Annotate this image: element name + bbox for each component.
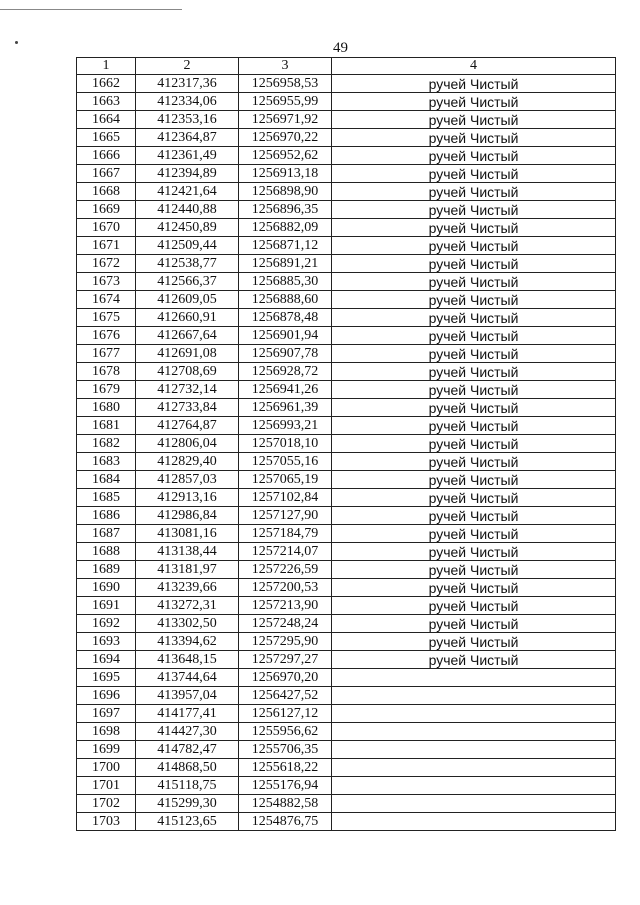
object-name-cell: ручей Чистый bbox=[332, 165, 616, 183]
table-row bbox=[77, 309, 616, 327]
object-name-cell: ручей Чистый bbox=[332, 561, 616, 579]
y-coordinate-cell: 1256958,53 bbox=[239, 75, 332, 93]
y-coordinate-cell: 1255706,35 bbox=[239, 741, 332, 759]
x-coordinate-cell: 414427,30 bbox=[136, 723, 239, 741]
object-name-cell bbox=[332, 723, 616, 741]
y-coordinate-cell: 1254876,75 bbox=[239, 813, 332, 831]
y-coordinate-cell: 1257295,90 bbox=[239, 633, 332, 651]
point-number-cell: 1687 bbox=[77, 525, 136, 543]
table-row bbox=[77, 147, 616, 165]
y-coordinate-cell: 1256993,21 bbox=[239, 417, 332, 435]
y-coordinate-cell: 1256896,35 bbox=[239, 201, 332, 219]
table-row bbox=[77, 615, 616, 633]
table-row bbox=[77, 219, 616, 237]
y-coordinate-cell: 1256907,78 bbox=[239, 345, 332, 363]
header-col-1: 1 bbox=[77, 58, 136, 75]
x-coordinate-cell: 412394,89 bbox=[136, 165, 239, 183]
x-coordinate-cell: 412667,64 bbox=[136, 327, 239, 345]
x-coordinate-cell: 412509,44 bbox=[136, 237, 239, 255]
table-row bbox=[77, 705, 616, 723]
y-coordinate-cell: 1256127,12 bbox=[239, 705, 332, 723]
object-name-cell: ручей Чистый bbox=[332, 651, 616, 669]
x-coordinate-cell: 413138,44 bbox=[136, 543, 239, 561]
point-number-cell: 1666 bbox=[77, 147, 136, 165]
y-coordinate-cell: 1256888,60 bbox=[239, 291, 332, 309]
object-name-cell: ручей Чистый bbox=[332, 417, 616, 435]
x-coordinate-cell: 415118,75 bbox=[136, 777, 239, 795]
y-coordinate-cell: 1257102,84 bbox=[239, 489, 332, 507]
point-number-cell: 1665 bbox=[77, 129, 136, 147]
x-coordinate-cell: 413648,15 bbox=[136, 651, 239, 669]
y-coordinate-cell: 1256970,20 bbox=[239, 669, 332, 687]
point-number-cell: 1682 bbox=[77, 435, 136, 453]
y-coordinate-cell: 1256427,52 bbox=[239, 687, 332, 705]
x-coordinate-cell: 412609,05 bbox=[136, 291, 239, 309]
table-row bbox=[77, 255, 616, 273]
point-number-cell: 1674 bbox=[77, 291, 136, 309]
y-coordinate-cell: 1256882,09 bbox=[239, 219, 332, 237]
scan-edge-line bbox=[0, 9, 182, 10]
point-number-cell: 1664 bbox=[77, 111, 136, 129]
header-col-4: 4 bbox=[332, 58, 616, 75]
object-name-cell bbox=[332, 795, 616, 813]
object-name-cell: ручей Чистый bbox=[332, 93, 616, 111]
y-coordinate-cell: 1257297,27 bbox=[239, 651, 332, 669]
y-coordinate-cell: 1257200,53 bbox=[239, 579, 332, 597]
x-coordinate-cell: 413239,66 bbox=[136, 579, 239, 597]
x-coordinate-cell: 412440,88 bbox=[136, 201, 239, 219]
x-coordinate-cell: 412732,14 bbox=[136, 381, 239, 399]
point-number-cell: 1667 bbox=[77, 165, 136, 183]
table-row bbox=[77, 435, 616, 453]
point-number-cell: 1697 bbox=[77, 705, 136, 723]
table-row bbox=[77, 687, 616, 705]
object-name-cell bbox=[332, 741, 616, 759]
point-number-cell: 1701 bbox=[77, 777, 136, 795]
object-name-cell: ручей Чистый bbox=[332, 471, 616, 489]
x-coordinate-cell: 414177,41 bbox=[136, 705, 239, 723]
table-row bbox=[77, 417, 616, 435]
table-row bbox=[77, 561, 616, 579]
point-number-cell: 1670 bbox=[77, 219, 136, 237]
table-header-row bbox=[77, 58, 616, 75]
object-name-cell: ручей Чистый bbox=[332, 363, 616, 381]
point-number-cell: 1703 bbox=[77, 813, 136, 831]
point-number-cell: 1685 bbox=[77, 489, 136, 507]
table-row bbox=[77, 363, 616, 381]
point-number-cell: 1689 bbox=[77, 561, 136, 579]
object-name-cell: ручей Чистый bbox=[332, 183, 616, 201]
x-coordinate-cell: 413394,62 bbox=[136, 633, 239, 651]
y-coordinate-cell: 1257018,10 bbox=[239, 435, 332, 453]
point-number-cell: 1692 bbox=[77, 615, 136, 633]
object-name-cell: ручей Чистый bbox=[332, 579, 616, 597]
table-row bbox=[77, 129, 616, 147]
x-coordinate-cell: 414868,50 bbox=[136, 759, 239, 777]
object-name-cell: ручей Чистый bbox=[332, 435, 616, 453]
point-number-cell: 1694 bbox=[77, 651, 136, 669]
x-coordinate-cell: 412538,77 bbox=[136, 255, 239, 273]
table-row bbox=[77, 579, 616, 597]
point-number-cell: 1699 bbox=[77, 741, 136, 759]
coordinates-table bbox=[76, 57, 616, 831]
table-row bbox=[77, 651, 616, 669]
y-coordinate-cell: 1257226,59 bbox=[239, 561, 332, 579]
table-row bbox=[77, 291, 616, 309]
y-coordinate-cell: 1257127,90 bbox=[239, 507, 332, 525]
y-coordinate-cell: 1256970,22 bbox=[239, 129, 332, 147]
x-coordinate-cell: 412829,40 bbox=[136, 453, 239, 471]
object-name-cell: ручей Чистый bbox=[332, 273, 616, 291]
object-name-cell bbox=[332, 777, 616, 795]
x-coordinate-cell: 412913,16 bbox=[136, 489, 239, 507]
object-name-cell: ручей Чистый bbox=[332, 615, 616, 633]
point-number-cell: 1673 bbox=[77, 273, 136, 291]
point-number-cell: 1676 bbox=[77, 327, 136, 345]
x-coordinate-cell: 413181,97 bbox=[136, 561, 239, 579]
y-coordinate-cell: 1256898,90 bbox=[239, 183, 332, 201]
x-coordinate-cell: 413957,04 bbox=[136, 687, 239, 705]
table-row bbox=[77, 543, 616, 561]
object-name-cell: ручей Чистый bbox=[332, 291, 616, 309]
object-name-cell bbox=[332, 759, 616, 777]
y-coordinate-cell: 1256913,18 bbox=[239, 165, 332, 183]
header-col-2: 2 bbox=[136, 58, 239, 75]
x-coordinate-cell: 413081,16 bbox=[136, 525, 239, 543]
table-row bbox=[77, 507, 616, 525]
object-name-cell: ручей Чистый bbox=[332, 327, 616, 345]
x-coordinate-cell: 412660,91 bbox=[136, 309, 239, 327]
y-coordinate-cell: 1257213,90 bbox=[239, 597, 332, 615]
table-row bbox=[77, 597, 616, 615]
table-row bbox=[77, 237, 616, 255]
point-number-cell: 1686 bbox=[77, 507, 136, 525]
object-name-cell: ручей Чистый bbox=[332, 309, 616, 327]
object-name-cell: ручей Чистый bbox=[332, 507, 616, 525]
point-number-cell: 1693 bbox=[77, 633, 136, 651]
y-coordinate-cell: 1256891,21 bbox=[239, 255, 332, 273]
table-row bbox=[77, 183, 616, 201]
y-coordinate-cell: 1257214,07 bbox=[239, 543, 332, 561]
y-coordinate-cell: 1256971,92 bbox=[239, 111, 332, 129]
point-number-cell: 1700 bbox=[77, 759, 136, 777]
x-coordinate-cell: 412806,04 bbox=[136, 435, 239, 453]
table-row bbox=[77, 525, 616, 543]
scan-speck bbox=[15, 41, 18, 44]
x-coordinate-cell: 415123,65 bbox=[136, 813, 239, 831]
point-number-cell: 1662 bbox=[77, 75, 136, 93]
point-number-cell: 1702 bbox=[77, 795, 136, 813]
object-name-cell: ручей Чистый bbox=[332, 201, 616, 219]
table-row bbox=[77, 489, 616, 507]
y-coordinate-cell: 1257055,16 bbox=[239, 453, 332, 471]
table-row bbox=[77, 201, 616, 219]
x-coordinate-cell: 412764,87 bbox=[136, 417, 239, 435]
page-number: 49 bbox=[333, 40, 348, 56]
y-coordinate-cell: 1254882,58 bbox=[239, 795, 332, 813]
object-name-cell: ручей Чистый bbox=[332, 111, 616, 129]
y-coordinate-cell: 1255956,62 bbox=[239, 723, 332, 741]
object-name-cell: ручей Чистый bbox=[332, 381, 616, 399]
table-row bbox=[77, 795, 616, 813]
point-number-cell: 1690 bbox=[77, 579, 136, 597]
x-coordinate-cell: 412691,08 bbox=[136, 345, 239, 363]
x-coordinate-cell: 412986,84 bbox=[136, 507, 239, 525]
x-coordinate-cell: 412708,69 bbox=[136, 363, 239, 381]
x-coordinate-cell: 412364,87 bbox=[136, 129, 239, 147]
object-name-cell: ручей Чистый bbox=[332, 633, 616, 651]
object-name-cell: ручей Чистый bbox=[332, 489, 616, 507]
table-row bbox=[77, 327, 616, 345]
object-name-cell: ручей Чистый bbox=[332, 147, 616, 165]
object-name-cell: ручей Чистый bbox=[332, 399, 616, 417]
object-name-cell bbox=[332, 687, 616, 705]
x-coordinate-cell: 413744,64 bbox=[136, 669, 239, 687]
x-coordinate-cell: 413302,50 bbox=[136, 615, 239, 633]
point-number-cell: 1688 bbox=[77, 543, 136, 561]
table-row bbox=[77, 93, 616, 111]
table-row bbox=[77, 741, 616, 759]
table-row bbox=[77, 111, 616, 129]
table-body bbox=[77, 75, 616, 831]
x-coordinate-cell: 412733,84 bbox=[136, 399, 239, 417]
y-coordinate-cell: 1257065,19 bbox=[239, 471, 332, 489]
table-row bbox=[77, 273, 616, 291]
point-number-cell: 1681 bbox=[77, 417, 136, 435]
point-number-cell: 1696 bbox=[77, 687, 136, 705]
point-number-cell: 1680 bbox=[77, 399, 136, 417]
x-coordinate-cell: 414782,47 bbox=[136, 741, 239, 759]
table-row bbox=[77, 471, 616, 489]
x-coordinate-cell: 412857,03 bbox=[136, 471, 239, 489]
table-row bbox=[77, 813, 616, 831]
table-row bbox=[77, 777, 616, 795]
point-number-cell: 1671 bbox=[77, 237, 136, 255]
x-coordinate-cell: 412421,64 bbox=[136, 183, 239, 201]
table-row bbox=[77, 759, 616, 777]
point-number-cell: 1698 bbox=[77, 723, 136, 741]
object-name-cell: ручей Чистый bbox=[332, 255, 616, 273]
object-name-cell: ручей Чистый bbox=[332, 129, 616, 147]
object-name-cell: ручей Чистый bbox=[332, 597, 616, 615]
table-row bbox=[77, 633, 616, 651]
y-coordinate-cell: 1256961,39 bbox=[239, 399, 332, 417]
x-coordinate-cell: 415299,30 bbox=[136, 795, 239, 813]
point-number-cell: 1679 bbox=[77, 381, 136, 399]
point-number-cell: 1675 bbox=[77, 309, 136, 327]
y-coordinate-cell: 1256901,94 bbox=[239, 327, 332, 345]
point-number-cell: 1678 bbox=[77, 363, 136, 381]
table-row bbox=[77, 381, 616, 399]
y-coordinate-cell: 1256928,72 bbox=[239, 363, 332, 381]
x-coordinate-cell: 412361,49 bbox=[136, 147, 239, 165]
x-coordinate-cell: 412450,89 bbox=[136, 219, 239, 237]
y-coordinate-cell: 1256871,12 bbox=[239, 237, 332, 255]
y-coordinate-cell: 1255618,22 bbox=[239, 759, 332, 777]
y-coordinate-cell: 1257184,79 bbox=[239, 525, 332, 543]
x-coordinate-cell: 412353,16 bbox=[136, 111, 239, 129]
table-row bbox=[77, 345, 616, 363]
x-coordinate-cell: 412334,06 bbox=[136, 93, 239, 111]
object-name-cell: ручей Чистый bbox=[332, 525, 616, 543]
table-row bbox=[77, 75, 616, 93]
object-name-cell bbox=[332, 669, 616, 687]
table-row bbox=[77, 723, 616, 741]
y-coordinate-cell: 1256955,99 bbox=[239, 93, 332, 111]
x-coordinate-cell: 412317,36 bbox=[136, 75, 239, 93]
table-row bbox=[77, 669, 616, 687]
object-name-cell bbox=[332, 705, 616, 723]
object-name-cell bbox=[332, 813, 616, 831]
point-number-cell: 1669 bbox=[77, 201, 136, 219]
header-col-3: 3 bbox=[239, 58, 332, 75]
point-number-cell: 1677 bbox=[77, 345, 136, 363]
object-name-cell: ручей Чистый bbox=[332, 543, 616, 561]
x-coordinate-cell: 412566,37 bbox=[136, 273, 239, 291]
object-name-cell: ручей Чистый bbox=[332, 345, 616, 363]
object-name-cell: ручей Чистый bbox=[332, 453, 616, 471]
y-coordinate-cell: 1256952,62 bbox=[239, 147, 332, 165]
object-name-cell: ручей Чистый bbox=[332, 219, 616, 237]
point-number-cell: 1695 bbox=[77, 669, 136, 687]
y-coordinate-cell: 1257248,24 bbox=[239, 615, 332, 633]
object-name-cell: ручей Чистый bbox=[332, 237, 616, 255]
table-row bbox=[77, 165, 616, 183]
point-number-cell: 1683 bbox=[77, 453, 136, 471]
point-number-cell: 1691 bbox=[77, 597, 136, 615]
y-coordinate-cell: 1256941,26 bbox=[239, 381, 332, 399]
point-number-cell: 1668 bbox=[77, 183, 136, 201]
table-row bbox=[77, 453, 616, 471]
point-number-cell: 1684 bbox=[77, 471, 136, 489]
y-coordinate-cell: 1256885,30 bbox=[239, 273, 332, 291]
point-number-cell: 1672 bbox=[77, 255, 136, 273]
y-coordinate-cell: 1256878,48 bbox=[239, 309, 332, 327]
object-name-cell: ручей Чистый bbox=[332, 75, 616, 93]
table-row bbox=[77, 399, 616, 417]
y-coordinate-cell: 1255176,94 bbox=[239, 777, 332, 795]
x-coordinate-cell: 413272,31 bbox=[136, 597, 239, 615]
point-number-cell: 1663 bbox=[77, 93, 136, 111]
